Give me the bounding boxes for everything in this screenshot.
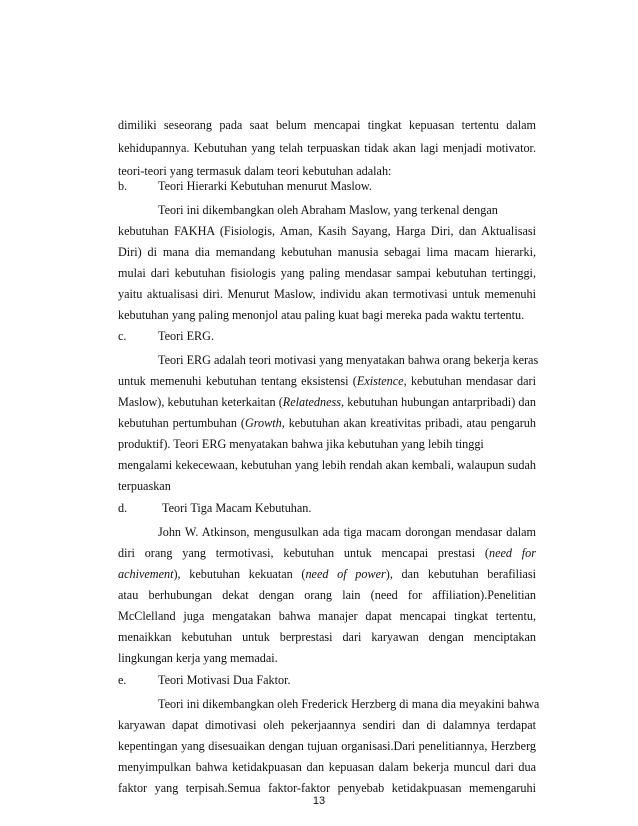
list-marker: b.	[118, 179, 128, 193]
text-line: mengalami kekecewaan, kebutuhan yang lebih rendah akan kembali, walaupun sudah	[118, 458, 536, 472]
text-line: yaitu aktualisasi diri. Menurut Maslow, individu akan termotivasi untuk memenuhi	[118, 287, 536, 301]
text-line: kebutuhan pertumbuhan (Growth, kebutuhan akan kreativitas pribadi, atau pengaruh	[118, 416, 536, 430]
section-title: Teori Tiga Macam Kebutuhan.	[162, 501, 312, 515]
text-line: karyawan dapat dimotivasi oleh pekerjaannya sendiri dan di dalamnya terdapat	[118, 718, 536, 732]
text-line: produktif). Teori ERG menyatakan bahwa jika kebutuhan yang lebih tinggi	[118, 437, 484, 451]
text-line: dimiliki seseorang pada saat belum mencapai tingkat kepuasan tertentu dalam	[118, 118, 536, 132]
text-line: Teori ini dikembangkan oleh Frederick Herzberg di mana dia meyakini bahwa	[158, 697, 540, 711]
text-line: faktor yang terpisah.Semua faktor-faktor penyebab ketidakpuasan memengaruhi	[118, 781, 536, 795]
page-number: 13	[312, 795, 326, 807]
text-line: Teori ERG adalah teori motivasi yang menyatakan bahwa orang bekerja keras	[158, 353, 539, 367]
text-line: terpuaskan	[118, 479, 171, 493]
text-line: menaikkan kebutuhan untuk berprestasi dari karyawan dengan menciptakan	[118, 630, 536, 644]
text-line: untuk memenuhi kebutuhan tentang eksistensi (Existence, kebutuhan mendasar dari	[118, 374, 536, 388]
text-line: kebutuhan FAKHA (Fisiologis, Aman, Kasih Sayang, Harga Diri, dan Aktualisasi	[118, 224, 536, 238]
section-title: Teori ERG.	[158, 329, 215, 343]
text-line: kepentingan yang disesuaikan dengan tujuan organisasi.Dari penelitiannya, Herzberg	[118, 739, 536, 753]
list-marker: e.	[118, 673, 127, 687]
text-line: kehidupannya. Kebutuhan yang telah terpuaskan tidak akan lagi menjadi motivator.	[118, 141, 536, 155]
text-line: atau berhubungan dekat dengan orang lain (need for affiliation).Penelitian	[118, 588, 536, 602]
text-line: menyimpulkan bahwa ketidakpuasan dan kepuasan dalam bekerja muncul dari dua	[118, 760, 536, 774]
text-line: Teori ini dikembangkan oleh Abraham Maslow, yang terkenal dengan	[158, 203, 498, 217]
section-title: Teori Motivasi Dua Faktor.	[158, 673, 291, 687]
list-marker: c.	[118, 329, 127, 343]
text-line: Maslow), kebutuhan keterkaitan (Relatedness, kebutuhan hubungan antarpribadi) dan	[118, 395, 536, 409]
text-line: McClelland juga mengatakan bahwa manajer dapat mencapai tingkat tertentu,	[118, 609, 536, 623]
text-line: mulai dari kebutuhan fisiologis yang paling mendasar sampai kebutuhan tertinggi,	[118, 266, 536, 280]
text-line: kebutuhan yang paling menonjol atau paling kuat bagi mereka pada waktu tertentu.	[118, 308, 525, 322]
text-line: diri orang yang termotivasi, kebutuhan untuk mencapai prestasi (need for	[118, 546, 537, 560]
text-line: John W. Atkinson, mengusulkan ada tiga macam dorongan mendasar dalam	[158, 525, 536, 539]
section-title: Teori Hierarki Kebutuhan menurut Maslow.	[158, 179, 372, 193]
text-line: achivement), kebutuhan kekuatan (need of power), dan kebutuhan berafiliasi	[118, 567, 536, 581]
list-marker: d.	[118, 501, 128, 515]
text-line: Diri) di mana dia memandang kebutuhan manusia sebagai lima macam hierarki,	[118, 245, 536, 259]
text-line: teori-teori yang termasuk dalam teori kebutuhan adalah:	[118, 164, 392, 178]
text-line: lingkungan kerja yang memadai.	[118, 651, 278, 665]
